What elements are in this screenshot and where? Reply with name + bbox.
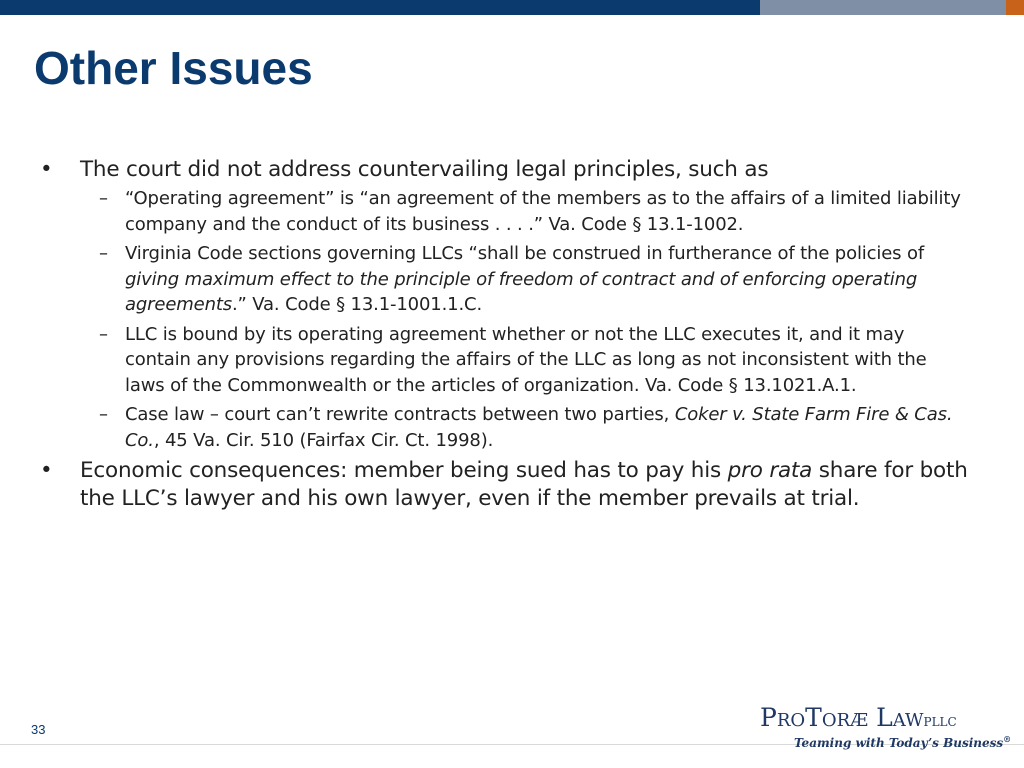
logo-pllc: PLLC [923,715,957,729]
italic-text-run: pro rata [727,458,813,483]
sub-bullet-3 [99,322,970,399]
logo-letter: L [876,703,893,732]
bullet-1-text: The court did not address countervailing legal principles, such as [80,157,769,182]
logo-letter: OR [821,710,851,731]
protorae-law-logo [760,703,1010,753]
text-run: .” Va. Code § 13.1-1001.1.C. [231,294,483,315]
bullet-1 [40,156,970,184]
dash-icon: – [99,243,108,264]
sub-bullet-2-text [125,241,970,318]
logo-letter: Æ [850,710,869,731]
slide-content [40,156,970,515]
text-run: LLC is bound by its operating agreement whether or not the LLC executes it, and it may contain any provisions regarding the affairs of the LLC as long as not inconsistent with the laws of the Commonwealth or the articles of organization. Va. Code § 13.1021.A.1. [125,323,927,396]
italic-text-run: Coker v. State Farm Fire & Cas. Co. [125,404,953,451]
italic-text-run: giving maximum effect to the principle of freedom of contract and of enforcing operating agreements [125,268,918,315]
logo-tagline-text: Teaming with Today’s Business [794,736,1004,750]
top-accent-bar-orange [1006,0,1024,15]
text-run: share for both the LLC’s lawyer and his own lawyer, even if the member prevails at trial. [80,458,968,511]
slide-title: Other Issues [34,42,313,94]
logo-wordmark [760,703,957,732]
registered-mark: ® [1003,734,1012,744]
bullet-2-text [80,458,968,511]
text-run: , 45 Va. Cir. 510 (Fairfax Cir. Ct. 1998). [153,429,494,451]
text-run: Economic consequences: member being sued has to pay his [80,458,728,483]
page-number: 33 [31,722,46,737]
text-run: “Operating agreement” is “an agreement of the members as to the affairs of a limited liability company and the conduct of its business . . . .” Va. Code § 13.1-1002. [125,188,961,235]
sub-bullet-2 [99,241,970,318]
text-run: Case law – court can’t rewrite contracts between two parties, [125,404,675,425]
bullet-2 [40,457,970,513]
top-accent-bar-blue [0,0,760,15]
sub-bullet-4 [99,402,970,453]
top-accent-bar-grey [760,0,1006,15]
bullet-dot-icon: • [40,458,53,483]
logo-letter: RO [776,710,806,731]
logo-letter: AW [892,710,924,731]
logo-letter: P [760,703,777,732]
text-run: Virginia Code sections governing LLCs “shall be construed in furtherance of the policies of [125,243,925,264]
dash-icon: – [99,188,108,209]
sub-bullet-3-text [125,322,970,399]
dash-icon: – [99,323,108,345]
bullet-dot-icon: • [40,157,53,182]
sub-bullet-4-text [125,402,970,453]
logo-tagline [794,734,1011,750]
sub-bullet-1-text [125,186,970,237]
sub-bullet-1 [99,186,970,237]
dash-icon: – [99,404,108,425]
logo-letter: T [805,703,822,732]
